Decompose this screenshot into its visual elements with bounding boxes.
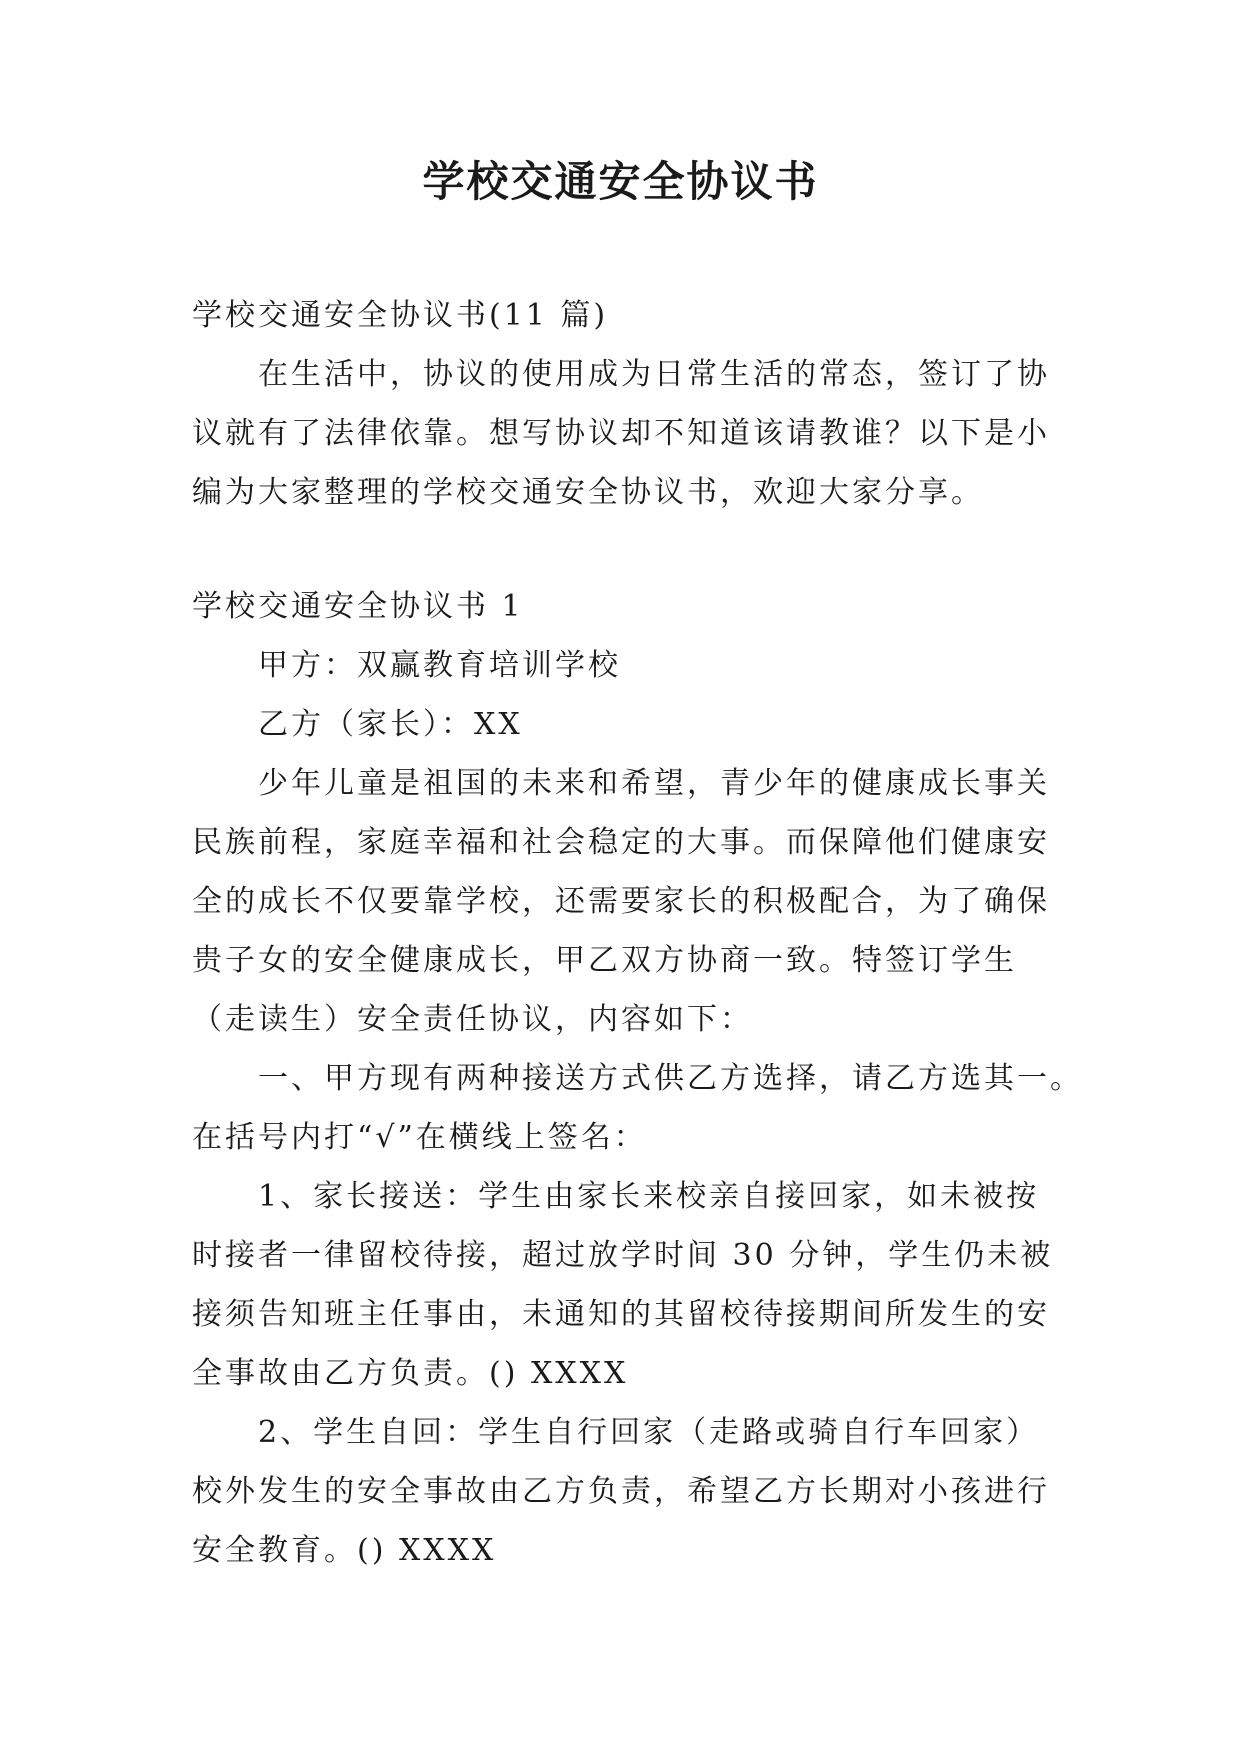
paragraph-gap [192,522,1052,577]
paragraph-line: 一、甲方现有两种接送方式供乙方选择，请乙方选其一。 [258,1061,1083,1096]
section-heading: 学校交通安全协议书 1 [192,589,524,624]
paragraph-line: 2、学生自回：学生自行回家（走路或骑自行车回家） [258,1415,1040,1450]
paragraph-line: 安全教育。() XXXX [192,1533,497,1568]
preamble-paragraph [192,754,1052,1049]
paragraph-line: 在括号内打“√”在横线上签名： [192,1120,647,1155]
clause-one [192,1049,1083,1167]
paragraph-line: 时接者一律留校待接，超过放学时间 30 分钟，学生仍未被 [192,1238,1054,1273]
party-b: 乙方（家长）：XX [258,707,523,742]
paragraph-line: 全的成长不仅要靠学校，还需要家长的积极配合，为了确保 [192,884,1050,919]
intro-line: 议就有了法律依靠。想写协议却不知道该请教谁？以下是小 [192,416,1050,451]
paragraph-line: 民族前程，家庭幸福和社会稳定的大事。而保障他们健康安 [192,825,1050,860]
intro-line: 编为大家整理的学校交通安全协议书，欢迎大家分享。 [192,475,984,510]
paragraph-line: 1、家长接送：学生由家长来校亲自接回家，如未被按 [258,1179,1040,1214]
paragraph-line: 贵子女的安全健康成长，甲乙双方协商一致。特签订学生 [192,943,1017,978]
intro-line: 在生活中，协议的使用成为日常生活的常态，签订了协 [258,357,1050,392]
option-self-return [192,1403,1052,1580]
paragraph-line: 少年儿童是祖国的未来和希望，青少年的健康成长事关 [258,766,1050,801]
paragraph-line: （走读生）安全责任协议，内容如下： [192,1002,753,1037]
paragraph-line: 全事故由乙方负责。() XXXX [192,1356,629,1391]
option-parent-pickup [192,1167,1052,1403]
document-title: 学校交通安全协议书 [422,157,819,206]
document-body [192,286,1083,1580]
party-a: 甲方：双赢教育培训学校 [258,648,621,683]
intro-paragraph [192,345,1052,522]
document-subtitle: 学校交通安全协议书(11 篇) [192,298,609,333]
paragraph-line: 校外发生的安全事故由乙方负责，希望乙方长期对小孩进行 [192,1474,1050,1509]
paragraph-line: 接须告知班主任事由，未通知的其留校待接期间所发生的安 [192,1297,1050,1332]
